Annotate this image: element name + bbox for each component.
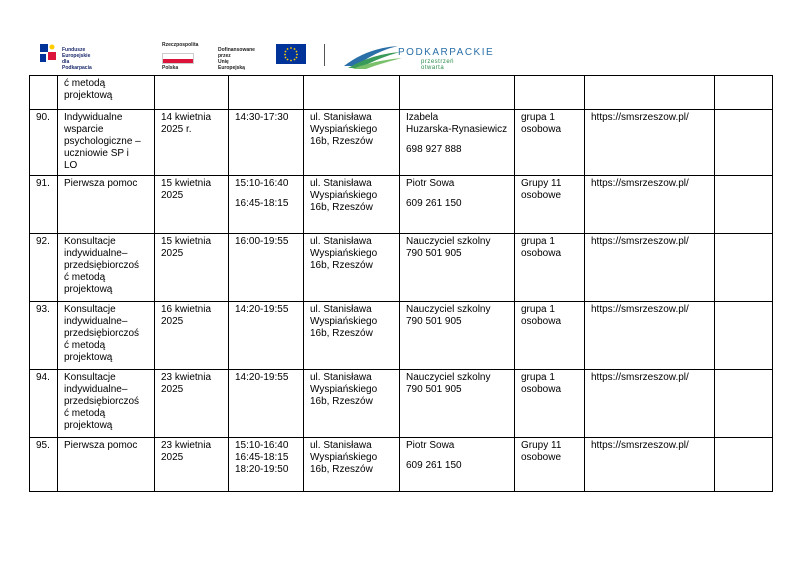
contact-cell-line: 790 501 905 (406, 384, 462, 395)
group-cell-line: osobowe (521, 190, 562, 201)
extra-cell (715, 176, 773, 234)
time-cell-line: 18:20-19:50 (235, 464, 289, 475)
url-cell[interactable] (585, 110, 715, 176)
date-cell-line: 16 kwietnia (161, 304, 212, 315)
url-cell-line: https://smsrzeszow.pl/ (591, 304, 689, 315)
date-cell (155, 176, 229, 234)
place-cell-line: 16b, Rzeszów (310, 136, 373, 147)
eu-flag-icon (276, 44, 306, 64)
time-cell (229, 234, 304, 302)
date-cell-line: 2025 (161, 190, 184, 201)
topic-cell (58, 110, 155, 176)
topic-cell (58, 76, 155, 110)
url-cell[interactable] (585, 176, 715, 234)
table-row (30, 76, 773, 110)
time-cell-time2: 16:45-18:15 (235, 198, 289, 209)
table-row (30, 438, 773, 492)
place-cell (304, 176, 400, 234)
row-number-cell (30, 438, 58, 492)
topic-cell-line: ć metodą (64, 340, 106, 351)
place-cell-line: Wyspiańskiego (310, 190, 378, 201)
fe-logo-line2: dla Podkarpacia (62, 59, 92, 71)
group-cell-line: osobowa (521, 248, 562, 259)
group-cell-line: Grupy 11 (521, 440, 562, 451)
group-cell-line: grupa 1 (521, 304, 555, 315)
contact-cell (400, 110, 515, 176)
group-cell-line: grupa 1 (521, 236, 555, 247)
topic-cell-line: psychologiczne – (64, 136, 141, 147)
place-cell-line: Wyspiańskiego (310, 452, 378, 463)
podkarpackie-tagline: przestrzeń otwarta (421, 59, 455, 71)
date-cell-line: 2025 r. (161, 124, 192, 135)
place-cell (304, 234, 400, 302)
table-row (30, 234, 773, 302)
table-row (30, 110, 773, 176)
header-logos (38, 40, 518, 70)
place-cell-line: ul. Stanisława (310, 178, 372, 189)
contact-cell-line: Nauczyciel szkolny (406, 236, 491, 247)
place-cell (304, 76, 400, 110)
place-cell-line: ul. Stanisława (310, 112, 372, 123)
contact-cell (400, 76, 515, 110)
url-cell[interactable] (585, 370, 715, 438)
date-cell-line: 2025 (161, 384, 184, 395)
time-cell-line: 16:00-19:55 (235, 236, 289, 247)
extra-cell (715, 370, 773, 438)
polish-flag-icon (162, 53, 194, 64)
place-cell-line: 16b, Rzeszów (310, 464, 373, 475)
topic-cell-line: indywidualne– (64, 248, 128, 259)
topic-cell-line: Pierwsza pomoc (64, 440, 138, 451)
fe-logo-line1: Fundusze Europejskie (62, 47, 91, 59)
url-cell-line: https://smsrzeszow.pl/ (591, 440, 689, 451)
place-cell-line: 16b, Rzeszów (310, 260, 373, 271)
topic-cell (58, 438, 155, 492)
rp-line2: Polska (162, 65, 179, 71)
topic-cell (58, 234, 155, 302)
extra-cell (715, 110, 773, 176)
date-cell (155, 370, 229, 438)
time-cell-line: 14:20-19:55 (235, 372, 289, 383)
url-cell-line: https://smsrzeszow.pl/ (591, 112, 689, 123)
place-cell-line: 16b, Rzeszów (310, 328, 373, 339)
url-cell-line: https://smsrzeszow.pl/ (591, 236, 689, 247)
topic-cell-line: uczniowie SP i (64, 148, 129, 159)
group-cell (515, 234, 585, 302)
row-number-cell (30, 234, 58, 302)
contact-cell (400, 176, 515, 234)
place-cell-line: 16b, Rzeszów (310, 396, 373, 407)
topic-cell-line: ć metodą (64, 408, 106, 419)
row-number-cell-line: 91. (36, 178, 50, 189)
place-cell-line: ul. Stanisława (310, 304, 372, 315)
contact-cell-line: Piotr Sowa (406, 440, 455, 451)
group-cell-line: osobowa (521, 124, 562, 135)
place-cell (304, 438, 400, 492)
group-cell (515, 370, 585, 438)
row-number-cell-line: 94. (36, 372, 50, 383)
date-cell-line: 15 kwietnia (161, 236, 212, 247)
table-row (30, 370, 773, 438)
topic-cell-line: projektową (64, 284, 113, 295)
contact-cell-phone: 609 261 150 (406, 198, 462, 209)
topic-cell-line: Konsultacje (64, 236, 116, 247)
place-cell (304, 370, 400, 438)
topic-cell-line: ć metodą (64, 272, 106, 283)
topic-cell-line: projektową (64, 420, 113, 431)
date-cell-line: 2025 (161, 316, 184, 327)
url-cell-line: https://smsrzeszow.pl/ (591, 372, 689, 383)
date-cell-line: 2025 (161, 248, 184, 259)
date-cell-line: 15 kwietnia (161, 178, 212, 189)
rp-line1: Rzeczpospolita (162, 42, 199, 48)
extra-cell (715, 76, 773, 110)
contact-cell-line: Piotr Sowa (406, 178, 455, 189)
row-number-cell (30, 176, 58, 234)
eu-line1: Dofinansowane przez (218, 47, 255, 59)
topic-cell (58, 370, 155, 438)
date-cell-line: 23 kwietnia (161, 372, 212, 383)
time-cell-line: 15:10-16:40 (235, 440, 289, 451)
time-cell (229, 438, 304, 492)
contact-cell-phone: 609 261 150 (406, 460, 462, 471)
group-cell-line: osobowa (521, 316, 562, 327)
topic-cell-line: ć metodą (64, 78, 106, 89)
place-cell-line: Wyspiańskiego (310, 316, 378, 327)
topic-cell-line: przedsiębiorczoś (64, 260, 140, 271)
topic-cell-line: przedsiębiorczoś (64, 328, 140, 339)
place-cell-line: ul. Stanisława (310, 372, 372, 383)
group-cell (515, 302, 585, 370)
group-cell (515, 110, 585, 176)
time-cell-line: 14:30-17:30 (235, 112, 289, 123)
schedule-rows (30, 76, 773, 492)
row-number-cell (30, 370, 58, 438)
contact-cell-line: Nauczyciel szkolny (406, 372, 491, 383)
row-number-cell (30, 302, 58, 370)
url-cell[interactable] (585, 302, 715, 370)
place-cell-line: Wyspiańskiego (310, 248, 378, 259)
row-number-cell-line: 95. (36, 440, 50, 451)
date-cell (155, 302, 229, 370)
topic-cell (58, 176, 155, 234)
group-cell-line: Grupy 11 (521, 178, 562, 189)
group-cell (515, 438, 585, 492)
topic-cell-line: Konsultacje (64, 372, 116, 383)
date-cell (155, 438, 229, 492)
time-cell-line: 14:20-19:55 (235, 304, 289, 315)
time-cell (229, 370, 304, 438)
time-cell (229, 176, 304, 234)
fe-flag-icon (38, 42, 58, 64)
topic-cell (58, 302, 155, 370)
row-number-cell-line: 93. (36, 304, 50, 315)
extra-cell (715, 302, 773, 370)
contact-cell-line: 790 501 905 (406, 316, 462, 327)
date-cell-line: 2025 (161, 452, 184, 463)
podkarpackie-name: PODKARPACKIE (398, 47, 495, 58)
contact-cell-phone: 698 927 888 (406, 144, 462, 155)
contact-cell-line: 790 501 905 (406, 248, 462, 259)
topic-cell-line: projektową (64, 90, 113, 101)
time-cell-line: 15:10-16:40 (235, 178, 289, 189)
contact-cell-line: Nauczyciel szkolny (406, 304, 491, 315)
place-cell-line: Wyspiańskiego (310, 124, 378, 135)
place-cell (304, 110, 400, 176)
row-number-cell-line: 92. (36, 236, 50, 247)
place-cell (304, 302, 400, 370)
url-cell-line: https://smsrzeszow.pl/ (591, 178, 689, 189)
place-cell-line: 16b, Rzeszów (310, 202, 373, 213)
topic-cell-line: indywidualne– (64, 384, 128, 395)
group-cell-line: osobowa (521, 384, 562, 395)
date-cell (155, 76, 229, 110)
eu-line2: Unię Europejską (218, 59, 245, 71)
contact-cell (400, 438, 515, 492)
url-cell[interactable] (585, 234, 715, 302)
date-cell (155, 110, 229, 176)
url-cell[interactable] (585, 76, 715, 110)
topic-cell-line: wsparcie (64, 124, 104, 135)
table-row (30, 302, 773, 370)
topic-cell-line: projektową (64, 352, 113, 363)
time-cell-line: 16:45-18:15 (235, 452, 289, 463)
contact-cell (400, 302, 515, 370)
group-cell-line: grupa 1 (521, 372, 555, 383)
date-cell-line: 23 kwietnia (161, 440, 212, 451)
url-cell[interactable] (585, 438, 715, 492)
contact-cell (400, 370, 515, 438)
topic-cell-line: indywidualne– (64, 316, 128, 327)
contact-cell (400, 234, 515, 302)
topic-cell-line: LO (64, 160, 78, 171)
group-cell (515, 176, 585, 234)
group-cell-line: osobowe (521, 452, 562, 463)
row-number-cell-line: 90. (36, 112, 50, 123)
place-cell-line: ul. Stanisława (310, 440, 372, 451)
date-cell (155, 234, 229, 302)
logo-divider (324, 44, 325, 66)
date-cell-line: 14 kwietnia (161, 112, 212, 123)
table-row (30, 176, 773, 234)
time-cell (229, 76, 304, 110)
row-number-cell (30, 76, 58, 110)
contact-cell-line: Huzarska-Rynasiewicz (406, 124, 508, 135)
topic-cell-line: Konsultacje (64, 304, 116, 315)
contact-cell-line: Izabela (406, 112, 439, 123)
topic-cell-line: przedsiębiorczoś (64, 396, 140, 407)
group-cell (515, 76, 585, 110)
time-cell (229, 110, 304, 176)
group-cell-line: grupa 1 (521, 112, 555, 123)
place-cell-line: Wyspiańskiego (310, 384, 378, 395)
extra-cell (715, 234, 773, 302)
place-cell-line: ul. Stanisława (310, 236, 372, 247)
topic-cell-line: Indywidualne (64, 112, 123, 123)
time-cell (229, 302, 304, 370)
schedule-table (29, 75, 773, 492)
extra-cell (715, 438, 773, 492)
topic-cell-line: Pierwsza pomoc (64, 178, 138, 189)
row-number-cell (30, 110, 58, 176)
